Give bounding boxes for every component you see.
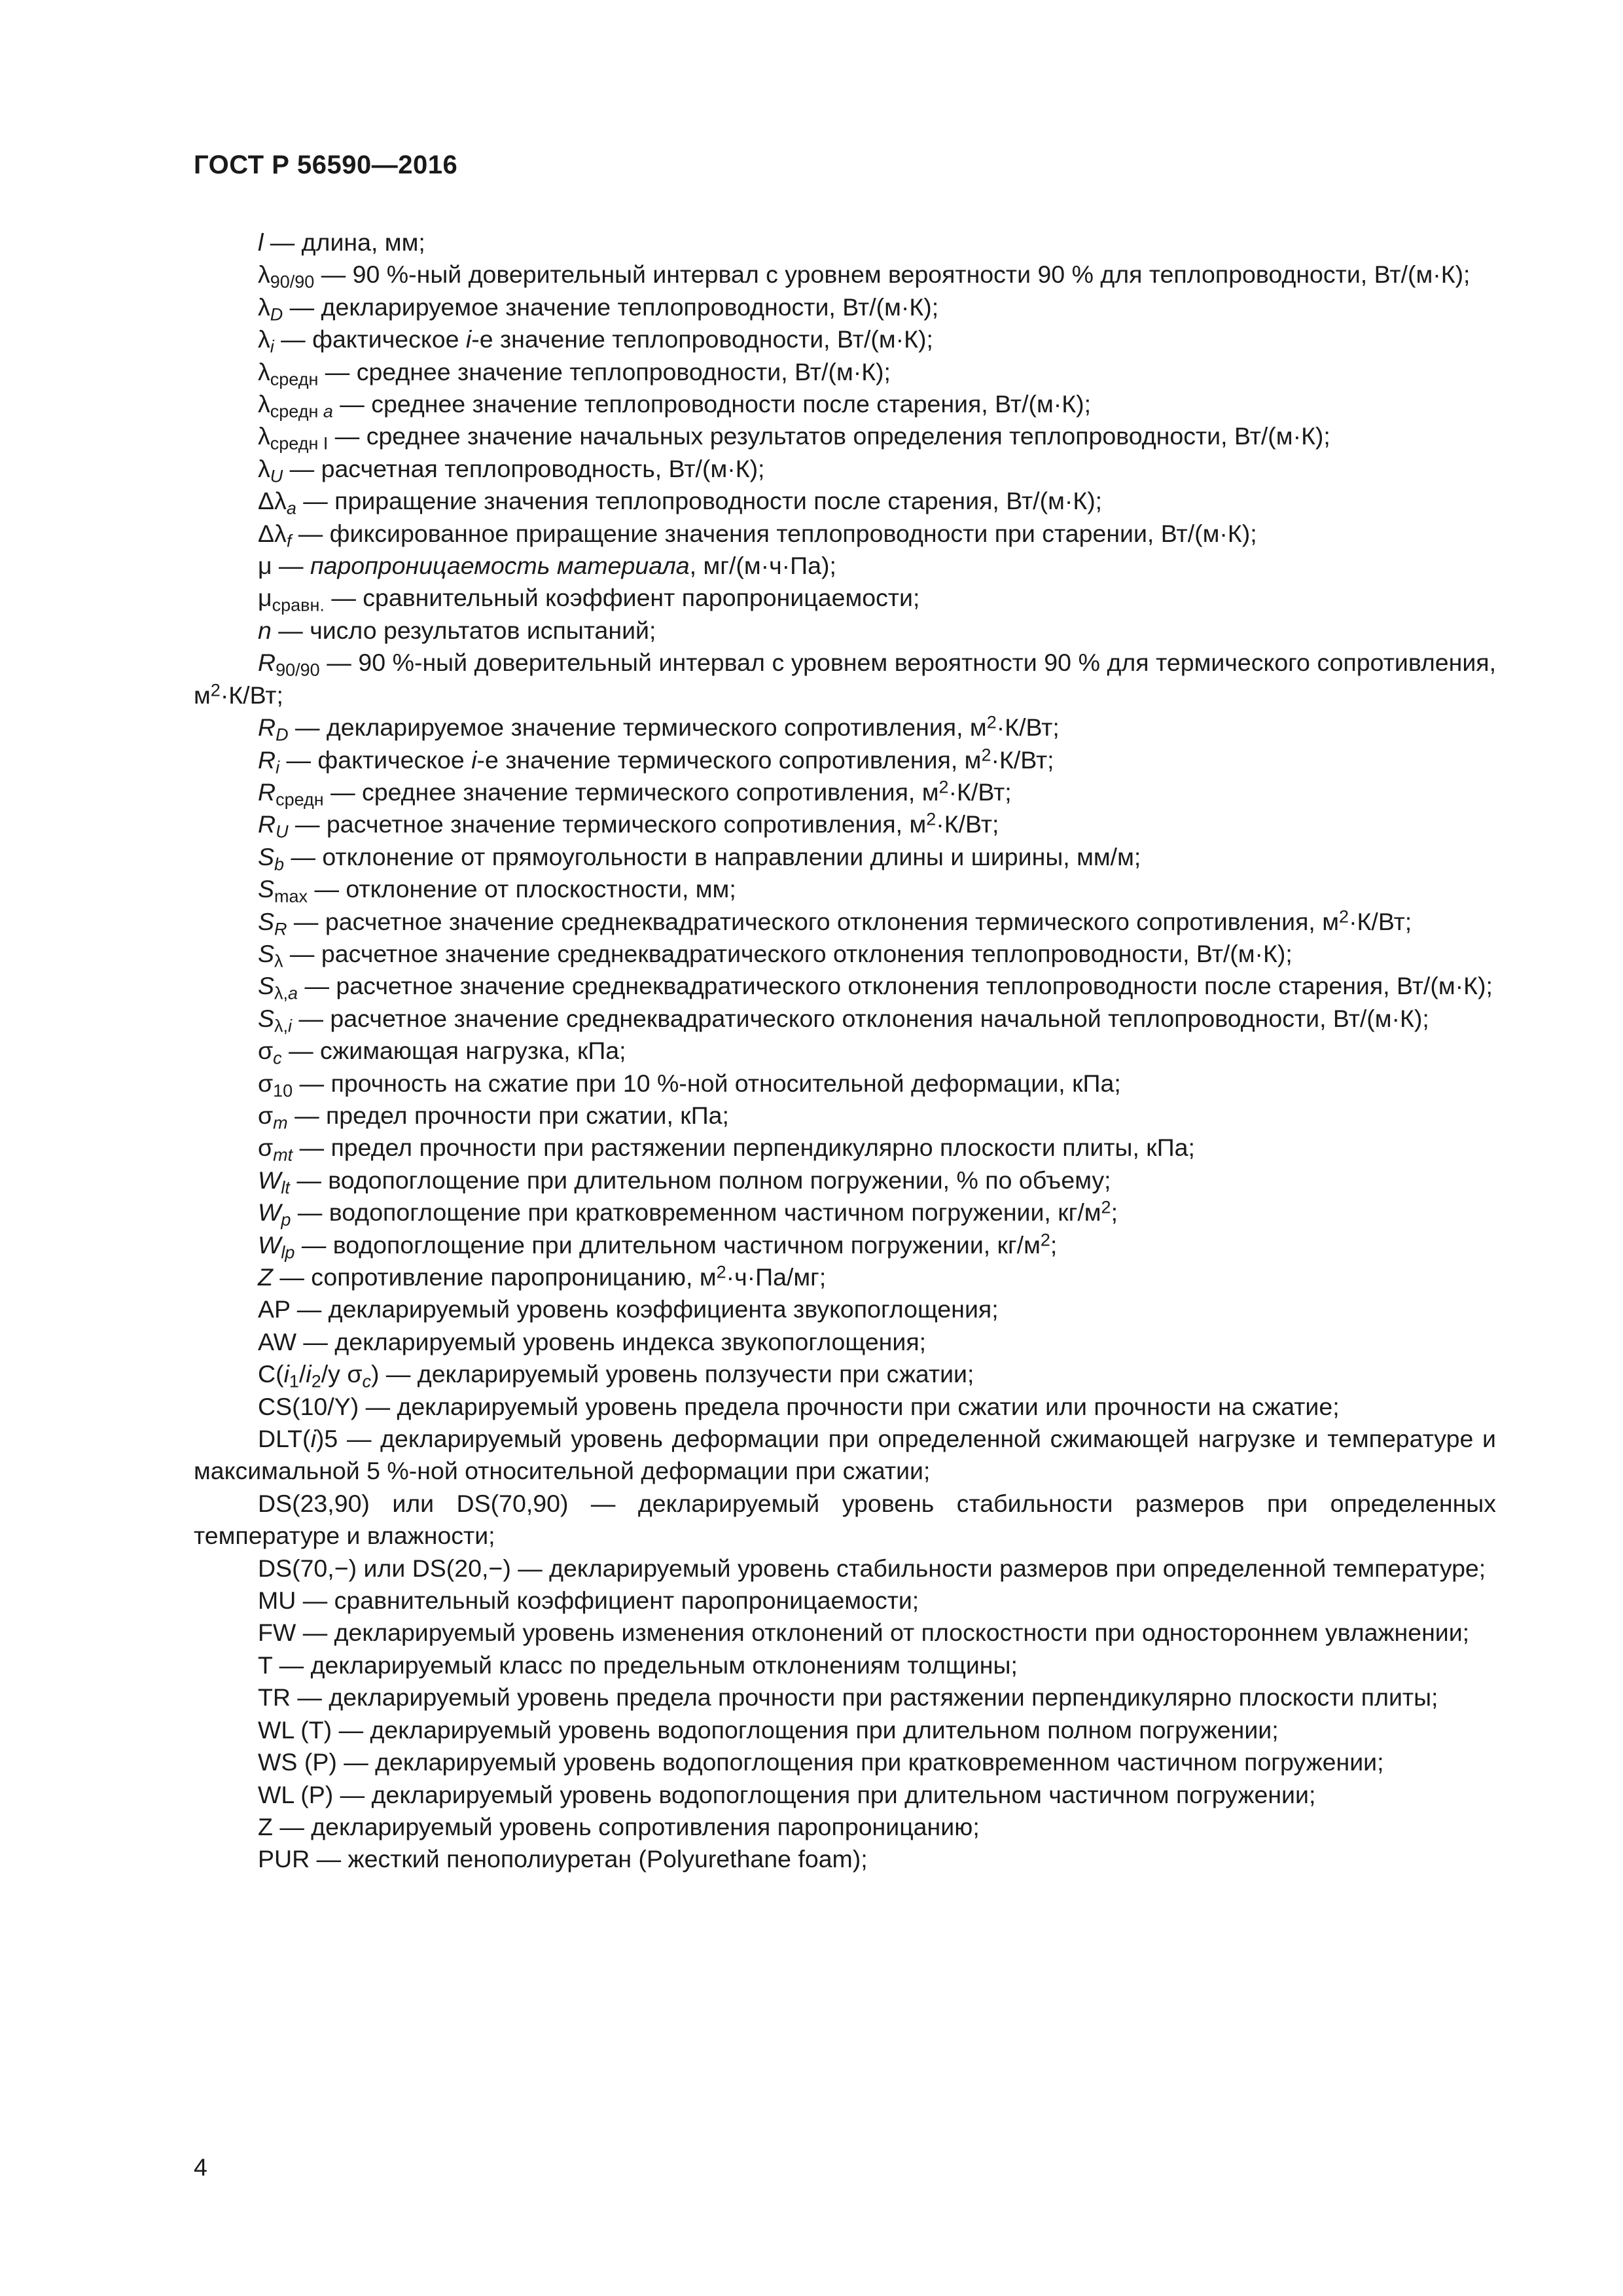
definition-text: R — [258, 649, 276, 677]
definition-entry-musravn — [194, 582, 1496, 614]
definition-text: — расчетная теплопроводность, Вт/(м·К); — [283, 454, 765, 482]
definition-entry-DS1 — [194, 1488, 1496, 1552]
definition-entry-lambda9090 — [194, 259, 1496, 291]
definition-entry-Ri — [194, 744, 1496, 776]
definition-text: T — декларируемый класс по предельным отклонениям толщины; — [258, 1651, 1018, 1679]
definition-text: — водопоглощение при длительном полном погружении, % по объему; — [289, 1166, 1111, 1194]
definition-text: i — [310, 1425, 316, 1453]
subscript: b — [274, 854, 285, 874]
subscript: сравн. — [272, 596, 325, 616]
definition-text: S — [258, 907, 275, 935]
definition-text: σ — [258, 1069, 274, 1097]
definition-entry-Smax — [194, 873, 1496, 905]
definition-entry-DS2 — [194, 1552, 1496, 1585]
definition-text: ·К/Вт; — [1349, 907, 1412, 935]
definition-text: — предел прочности при растяжении перпендикулярно плоскости плиты, кПа; — [293, 1134, 1195, 1162]
definition-text: , мг/(м·ч·Па); — [689, 552, 836, 580]
page-number: 4 — [194, 2153, 207, 2181]
definition-text: σ — [258, 1101, 274, 1129]
subscript: c — [362, 1371, 371, 1391]
subscript: i — [288, 1016, 293, 1036]
definition-text: S — [258, 875, 275, 903]
definition-text: PUR — жесткий пенополиуретан (Polyurethane foam); — [258, 1845, 868, 1873]
definition-entry-Slambda — [194, 938, 1496, 970]
subscript: a — [288, 983, 298, 1003]
definition-entry-PUR — [194, 1843, 1496, 1875]
definition-entry-lambdaD — [194, 291, 1496, 323]
definition-text: — среднее значение термического сопротивления, м — [323, 778, 939, 806]
definition-text: Δλ — [258, 487, 287, 515]
subscript: f — [286, 531, 292, 551]
definition-entry-dlambdaa — [194, 485, 1496, 517]
definition-text: — отклонение от плоскостности, мм; — [308, 875, 736, 903]
definition-entry-AP — [194, 1293, 1496, 1325]
definition-text: DLT( — [258, 1425, 311, 1453]
definition-text: S — [258, 1004, 275, 1032]
superscript: 2 — [926, 809, 936, 829]
superscript: 2 — [981, 745, 991, 765]
definition-text: — среднее значение теплопроводности после старения, Вт/(м·К); — [332, 390, 1092, 418]
definition-entry-Slambdaa — [194, 970, 1496, 1002]
definition-text: /y σ — [321, 1360, 363, 1388]
definition-entry-R9090 — [194, 647, 1496, 711]
subscript: D — [270, 304, 283, 325]
subscript: m — [273, 1113, 288, 1133]
definition-text: CS(10/Y) — декларируемый уровень предела прочности при сжатии или прочности на сжатие; — [258, 1392, 1340, 1420]
definition-text: WS (P) — декларируемый уровень водопоглощения при кратковременном частичном погружении; — [258, 1748, 1384, 1776]
definition-text: — предел прочности при сжатии, кПа; — [287, 1101, 729, 1129]
subscript: средн — [270, 401, 323, 422]
definition-entry-RD — [194, 711, 1496, 744]
definition-entry-Z — [194, 1261, 1496, 1293]
definition-text: TR — декларируемый уровень предела прочности при растяжении перпендикулярно плоскости плиты; — [258, 1683, 1438, 1712]
definition-text: AP — декларируемый уровень коэффициента звукопоглощения; — [258, 1295, 999, 1323]
definition-text: Z — [258, 1263, 273, 1291]
definition-text: — среднее значение теплопроводности, Вт/(м·К); — [318, 357, 891, 386]
definition-entry-sigma10 — [194, 1067, 1496, 1100]
subscript: lp — [281, 1242, 295, 1263]
definition-entry-Sb — [194, 841, 1496, 873]
subscript: i — [276, 757, 280, 778]
definition-text: -е значение термического сопротивления, м — [476, 745, 982, 774]
definition-text: — расчетное значение среднеквадратического отклонения начальной теплопроводности, Вт/(м·К); — [292, 1004, 1429, 1032]
definition-entry-n — [194, 615, 1496, 647]
definition-entry-lambdasra — [194, 388, 1496, 420]
definition-text: ) — декларируемый уровень ползучести при сжатии; — [370, 1360, 974, 1388]
definition-entry-WSP — [194, 1746, 1496, 1778]
definition-entry-sigmamt — [194, 1132, 1496, 1164]
symbols-list — [194, 226, 1496, 1876]
definition-text: ·К/Вт; — [991, 745, 1054, 774]
definition-text: — фактическое — [279, 745, 472, 774]
subscript: p — [281, 1210, 291, 1230]
superscript: 2 — [1040, 1230, 1050, 1250]
subscript: mt — [273, 1145, 293, 1165]
subscript: средн — [276, 789, 324, 810]
definition-text: — среднее значение начальных результатов определения теплопроводности, Вт/(м·К); — [328, 422, 1330, 450]
definition-text: λ — [258, 260, 270, 289]
subscript: средн — [270, 369, 319, 389]
definition-text: )5 — декларируемый уровень деформации при определенной сжимающей нагрузке и температуре и максимальной 5 %-ной относительной деформации при сжатии; — [194, 1425, 1496, 1485]
definition-entry-sigmam — [194, 1100, 1496, 1132]
definition-entry-lambdai — [194, 323, 1496, 355]
definition-text: AW — декларируемый уровень индекса звукопоглощения; — [258, 1327, 927, 1355]
definition-text: σ — [258, 1134, 274, 1162]
definition-text: — расчетное значение среднеквадратического отклонения теплопроводности после старения, Вт/(м·К); — [298, 972, 1493, 1000]
definition-text: S — [258, 939, 275, 967]
definition-text: i — [465, 325, 472, 353]
subscript: 90/90 — [276, 660, 320, 680]
definition-text: l — [258, 228, 264, 256]
subscript: R — [274, 919, 287, 939]
subscript: U — [276, 821, 289, 842]
superscript: 2 — [986, 712, 997, 732]
definition-text: μ — [258, 584, 272, 612]
definition-text: — водопоглощение при длительном частичном погружении, кг/м — [294, 1230, 1041, 1259]
definition-entry-AW — [194, 1326, 1496, 1358]
subscript: λ, — [274, 983, 289, 1003]
definition-text: — фактическое — [274, 325, 466, 353]
definition-text: — 90 %-ный доверительный интервал с уровнем вероятности 90 % для термического сопротивления, м — [194, 649, 1496, 709]
definition-entry-mu — [194, 550, 1496, 582]
definition-entry-Wlp — [194, 1229, 1496, 1261]
definition-text: R — [258, 778, 276, 806]
definition-text: λ — [258, 422, 270, 450]
superscript: 2 — [210, 680, 221, 700]
definition-text: MU — сравнительный коэффициент паропроницаемости; — [258, 1587, 919, 1615]
definition-text: R — [258, 713, 276, 742]
superscript: 2 — [716, 1262, 726, 1282]
definition-text: ·К/Вт; — [220, 681, 283, 709]
definition-entry-CS — [194, 1391, 1496, 1423]
definition-text: — длина, мм; — [263, 228, 425, 256]
definition-text: WL (P) — декларируемый уровень водопоглощения при длительном частичном погружении; — [258, 1780, 1316, 1808]
definition-text: ; — [1111, 1198, 1118, 1227]
definition-entry-Rsr — [194, 776, 1496, 808]
definition-entry-Wlt — [194, 1164, 1496, 1196]
definition-text: — прочность на сжатие при 10 %-ной относительной деформации, кПа; — [293, 1069, 1121, 1097]
definition-text: DS(70,−) или DS(20,−) — декларируемый уровень стабильности размеров при определенной температуре; — [258, 1554, 1486, 1582]
definition-text: W — [258, 1166, 281, 1194]
definition-entry-T — [194, 1649, 1496, 1681]
subscript: a — [323, 401, 333, 422]
subscript: λ — [274, 951, 283, 971]
definition-entry-lambdasr — [194, 356, 1496, 388]
definition-text: ; — [1050, 1230, 1058, 1259]
definition-entry-dlambdaf — [194, 518, 1496, 550]
definition-text: λ — [258, 325, 270, 353]
subscript: lt — [281, 1177, 290, 1198]
definition-text: — сравнительный коэффиент паропроницаемости; — [324, 584, 920, 612]
definition-text: WL (T) — декларируемый уровень водопоглощения при длительном полном погружении; — [258, 1715, 1279, 1744]
definition-text: — отклонение от прямоугольности в направлении длины и ширины, мм/м; — [284, 842, 1141, 870]
superscript: 2 — [1101, 1197, 1111, 1217]
definition-text: — расчетное значение термического сопротивления, м — [288, 810, 927, 838]
definition-text: — число результатов испытаний; — [271, 616, 656, 644]
definition-entry-WLP — [194, 1779, 1496, 1811]
definition-entry-Zd — [194, 1811, 1496, 1843]
definition-text: i — [471, 745, 477, 774]
definition-text: — 90 %-ный доверительный интервал с уровнем вероятности 90 % для теплопроводности, Вт/(м·К); — [314, 260, 1471, 289]
definition-entry-l — [194, 226, 1496, 259]
definition-text: -е значение теплопроводности, Вт/(м·К); — [471, 325, 933, 353]
definition-text: — декларируемое значение теплопроводности, Вт/(м·К); — [283, 293, 939, 321]
definition-text: ·К/Вт; — [996, 713, 1060, 742]
definition-text: — водопоглощение при кратковременном частичном погружении, кг/м — [291, 1198, 1101, 1227]
subscript: U — [270, 466, 283, 486]
definition-text: W — [258, 1230, 281, 1259]
definition-text: R — [258, 745, 276, 774]
definition-text: λ — [258, 357, 270, 386]
definition-entry-DLT — [194, 1423, 1496, 1488]
definition-entry-lambdasrI — [194, 420, 1496, 452]
subscript: 2 — [311, 1371, 321, 1391]
definition-entry-sigmac — [194, 1035, 1496, 1067]
subscript: 10 — [273, 1081, 293, 1101]
definition-text: Δλ — [258, 519, 287, 547]
superscript: 2 — [1339, 906, 1349, 927]
definition-text: — декларируемое значение термического сопротивления, м — [288, 713, 987, 742]
definition-text: C( — [258, 1360, 284, 1388]
subscript: max — [274, 886, 308, 906]
definition-text: паропроницаемость материала — [310, 552, 690, 580]
definition-entry-WLT — [194, 1714, 1496, 1746]
definition-text: — расчетное значение среднеквадратического отклонения теплопроводности, Вт/(м·К); — [283, 939, 1293, 967]
definition-text: σ — [258, 1037, 274, 1065]
subscript: λ, — [274, 1016, 289, 1036]
subscript: i — [270, 336, 274, 357]
definition-entry-SR — [194, 906, 1496, 938]
definition-text: — приращение значения теплопроводности после старения, Вт/(м·К); — [296, 487, 1103, 515]
definition-text: FW — декларируемый уровень изменения отклонений от плоскостности при одностороннем увлажнении; — [258, 1619, 1470, 1647]
definition-text: λ — [258, 454, 270, 482]
definition-text: DS(23,90) или DS(70,90) — декларируемый уровень стабильности размеров при определенных температуре и влажности; — [194, 1489, 1496, 1550]
definition-text: ·ч·Па/мг; — [726, 1263, 827, 1291]
definition-text: i — [306, 1360, 312, 1388]
definition-text: μ — — [258, 552, 310, 580]
subscript: D — [276, 725, 289, 745]
definition-text: ·К/Вт; — [936, 810, 999, 838]
definition-text: λ — [258, 293, 270, 321]
definition-text: — сжимающая нагрузка, кПа; — [281, 1037, 626, 1065]
subscript: c — [273, 1048, 282, 1068]
definition-text: W — [258, 1198, 281, 1227]
definition-entry-TR — [194, 1681, 1496, 1713]
standard-header: ГОСТ Р 56590—2016 — [194, 151, 458, 179]
definition-text: ·К/Вт; — [948, 778, 1012, 806]
definition-text: R — [258, 810, 276, 838]
subscript: 90/90 — [270, 272, 315, 292]
superscript: 2 — [938, 777, 949, 797]
definition-entry-Slambdai — [194, 1003, 1496, 1035]
subscript: средн I — [270, 433, 329, 454]
definition-entry-Wp — [194, 1196, 1496, 1229]
definition-entry-lambdaU — [194, 453, 1496, 485]
definition-text: / — [298, 1360, 306, 1388]
subscript: a — [286, 498, 296, 518]
definition-text: — расчетное значение среднеквадратического отклонения термического сопротивления, м — [287, 907, 1340, 935]
definition-entry-RU — [194, 808, 1496, 840]
definition-entry-C — [194, 1358, 1496, 1390]
definition-text: S — [258, 972, 275, 1000]
definition-text: — сопротивление паропроницанию, м — [272, 1263, 717, 1291]
subscript: 1 — [289, 1371, 299, 1391]
definition-entry-FW — [194, 1617, 1496, 1649]
definition-text: Z — декларируемый уровень сопротивления паропроницанию; — [258, 1812, 980, 1840]
definition-entry-MU — [194, 1585, 1496, 1617]
definition-text: — фиксированное приращение значения теплопроводности при старении, Вт/(м·К); — [291, 519, 1257, 547]
definition-text: λ — [258, 390, 270, 418]
definition-text: S — [258, 842, 275, 870]
definition-text: n — [258, 616, 272, 644]
definition-text: i — [283, 1360, 289, 1388]
